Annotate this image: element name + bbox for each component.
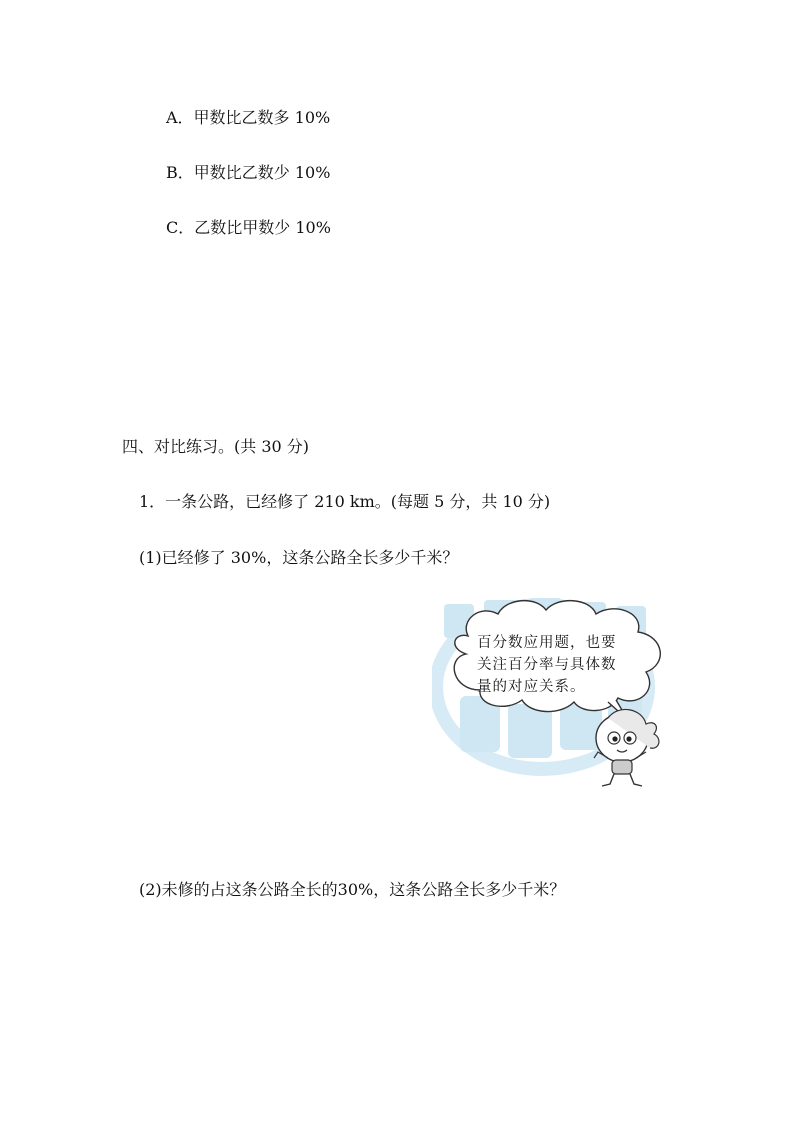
tip-line-3: 量的对应关系。: [477, 679, 586, 695]
tip-text: [477, 632, 637, 698]
tip-callout: [432, 592, 674, 792]
mascot-character: [594, 709, 659, 786]
tip-line-1: 百分数应用题，也要: [477, 635, 617, 651]
section-heading: 四、对比练习。(共 30 分): [122, 437, 310, 456]
tip-line-2: 关注百分率与具体数: [477, 657, 617, 673]
question-1-stem: 1．一条公路，已经修了 210 km。(每题 5 分，共 10 分): [139, 492, 551, 511]
question-1-part-2: (2)未修的占这条公路全长的30%，这条公路全长多少千米？: [139, 880, 566, 899]
question-1-part-1: (1)已经修了 30%，这条公路全长多少千米？: [139, 548, 459, 567]
option-c: C．乙数比甲数少 10%: [166, 218, 331, 237]
option-a: A．甲数比乙数多 10%: [166, 108, 331, 127]
option-b: B．甲数比乙数少 10%: [166, 163, 331, 182]
